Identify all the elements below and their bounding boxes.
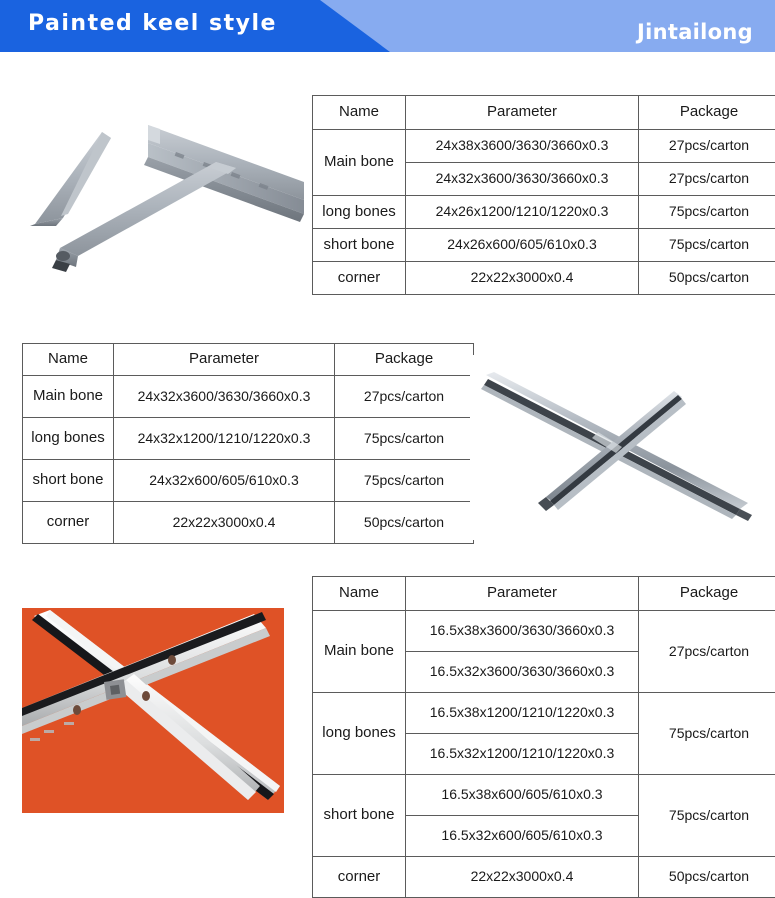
cell-parameter: 24x26x1200/1210/1220x0.3 xyxy=(406,196,639,229)
page-title: Painted keel style xyxy=(28,11,277,36)
page-header-banner xyxy=(0,0,775,52)
table-row xyxy=(313,130,775,163)
cell-name: short bone xyxy=(313,229,406,262)
table-row xyxy=(313,857,775,898)
cell-parameter: 24x32x3600/3630/3660x0.3 xyxy=(114,376,335,418)
cell-parameter: 16.5x38x600/605/610x0.3 xyxy=(406,775,639,816)
table-row xyxy=(23,418,474,460)
cell-parameter: 24x26x600/605/610x0.3 xyxy=(406,229,639,262)
cell-parameter: 24x32x1200/1210/1220x0.3 xyxy=(114,418,335,460)
table-row xyxy=(313,229,775,262)
table-row xyxy=(313,693,775,734)
cell-name: Main bone xyxy=(23,376,114,418)
cell-name: short bone xyxy=(313,775,406,857)
column-header-name: Name xyxy=(313,96,406,130)
table-row xyxy=(313,262,775,295)
cell-parameter: 24x38x3600/3630/3660x0.3 xyxy=(406,130,639,163)
column-header-name: Name xyxy=(23,344,114,376)
cell-package: 50pcs/carton xyxy=(639,857,775,898)
spec-table-1 xyxy=(312,95,775,295)
brand-logo-text: Jintailong xyxy=(637,20,753,44)
cell-parameter: 22x22x3000x0.4 xyxy=(406,262,639,295)
spec-table-3 xyxy=(312,576,775,898)
cell-package: 75pcs/carton xyxy=(335,460,474,502)
cell-package: 27pcs/carton xyxy=(335,376,474,418)
cell-parameter: 22x22x3000x0.4 xyxy=(406,857,639,898)
table-row xyxy=(313,611,775,652)
cell-name: long bones xyxy=(313,196,406,229)
cell-name: Main bone xyxy=(313,611,406,693)
keel-connector-clip xyxy=(104,679,126,700)
cell-name: corner xyxy=(23,502,114,544)
spec-table-2 xyxy=(22,343,474,544)
cell-package: 27pcs/carton xyxy=(639,130,775,163)
table-row xyxy=(23,460,474,502)
cell-package: 50pcs/carton xyxy=(335,502,474,544)
cell-name: long bones xyxy=(23,418,114,460)
cell-package: 75pcs/carton xyxy=(639,693,775,775)
cell-parameter: 24x32x600/605/610x0.3 xyxy=(114,460,335,502)
column-header-package: Package xyxy=(639,96,775,130)
table-header-row xyxy=(313,577,775,611)
cell-parameter: 16.5x38x1200/1210/1220x0.3 xyxy=(406,693,639,734)
cell-name: short bone xyxy=(23,460,114,502)
cell-package: 75pcs/carton xyxy=(639,196,775,229)
column-header-parameter: Parameter xyxy=(406,96,639,130)
cell-package: 75pcs/carton xyxy=(335,418,474,460)
cell-package: 75pcs/carton xyxy=(639,229,775,262)
cell-parameter: 16.5x32x3600/3630/3660x0.3 xyxy=(406,652,639,693)
cell-parameter: 16.5x32x600/605/610x0.3 xyxy=(406,816,639,857)
column-header-package: Package xyxy=(639,577,775,611)
cell-name: corner xyxy=(313,262,406,295)
cell-package: 75pcs/carton xyxy=(639,775,775,857)
cell-name: corner xyxy=(313,857,406,898)
product-photo-gray-t-keel xyxy=(8,96,308,316)
table-header-row xyxy=(23,344,474,376)
table-row xyxy=(313,775,775,816)
cell-package: 27pcs/carton xyxy=(639,163,775,196)
cell-package: 50pcs/carton xyxy=(639,262,775,295)
table-header-row xyxy=(313,96,775,130)
column-header-name: Name xyxy=(313,577,406,611)
table-row xyxy=(23,376,474,418)
cell-package: 27pcs/carton xyxy=(639,611,775,693)
column-header-parameter: Parameter xyxy=(406,577,639,611)
cell-parameter: 16.5x38x3600/3630/3660x0.3 xyxy=(406,611,639,652)
cell-name: Main bone xyxy=(313,130,406,196)
cell-parameter: 22x22x3000x0.4 xyxy=(114,502,335,544)
product-photo-white-t-grid xyxy=(22,608,284,813)
product-photo-cross-keel xyxy=(470,355,766,540)
table-row xyxy=(313,196,775,229)
cell-parameter: 16.5x32x1200/1210/1220x0.3 xyxy=(406,734,639,775)
cell-parameter: 24x32x3600/3630/3660x0.3 xyxy=(406,163,639,196)
cell-name: long bones xyxy=(313,693,406,775)
column-header-parameter: Parameter xyxy=(114,344,335,376)
column-header-package: Package xyxy=(335,344,474,376)
table-row xyxy=(23,502,474,544)
